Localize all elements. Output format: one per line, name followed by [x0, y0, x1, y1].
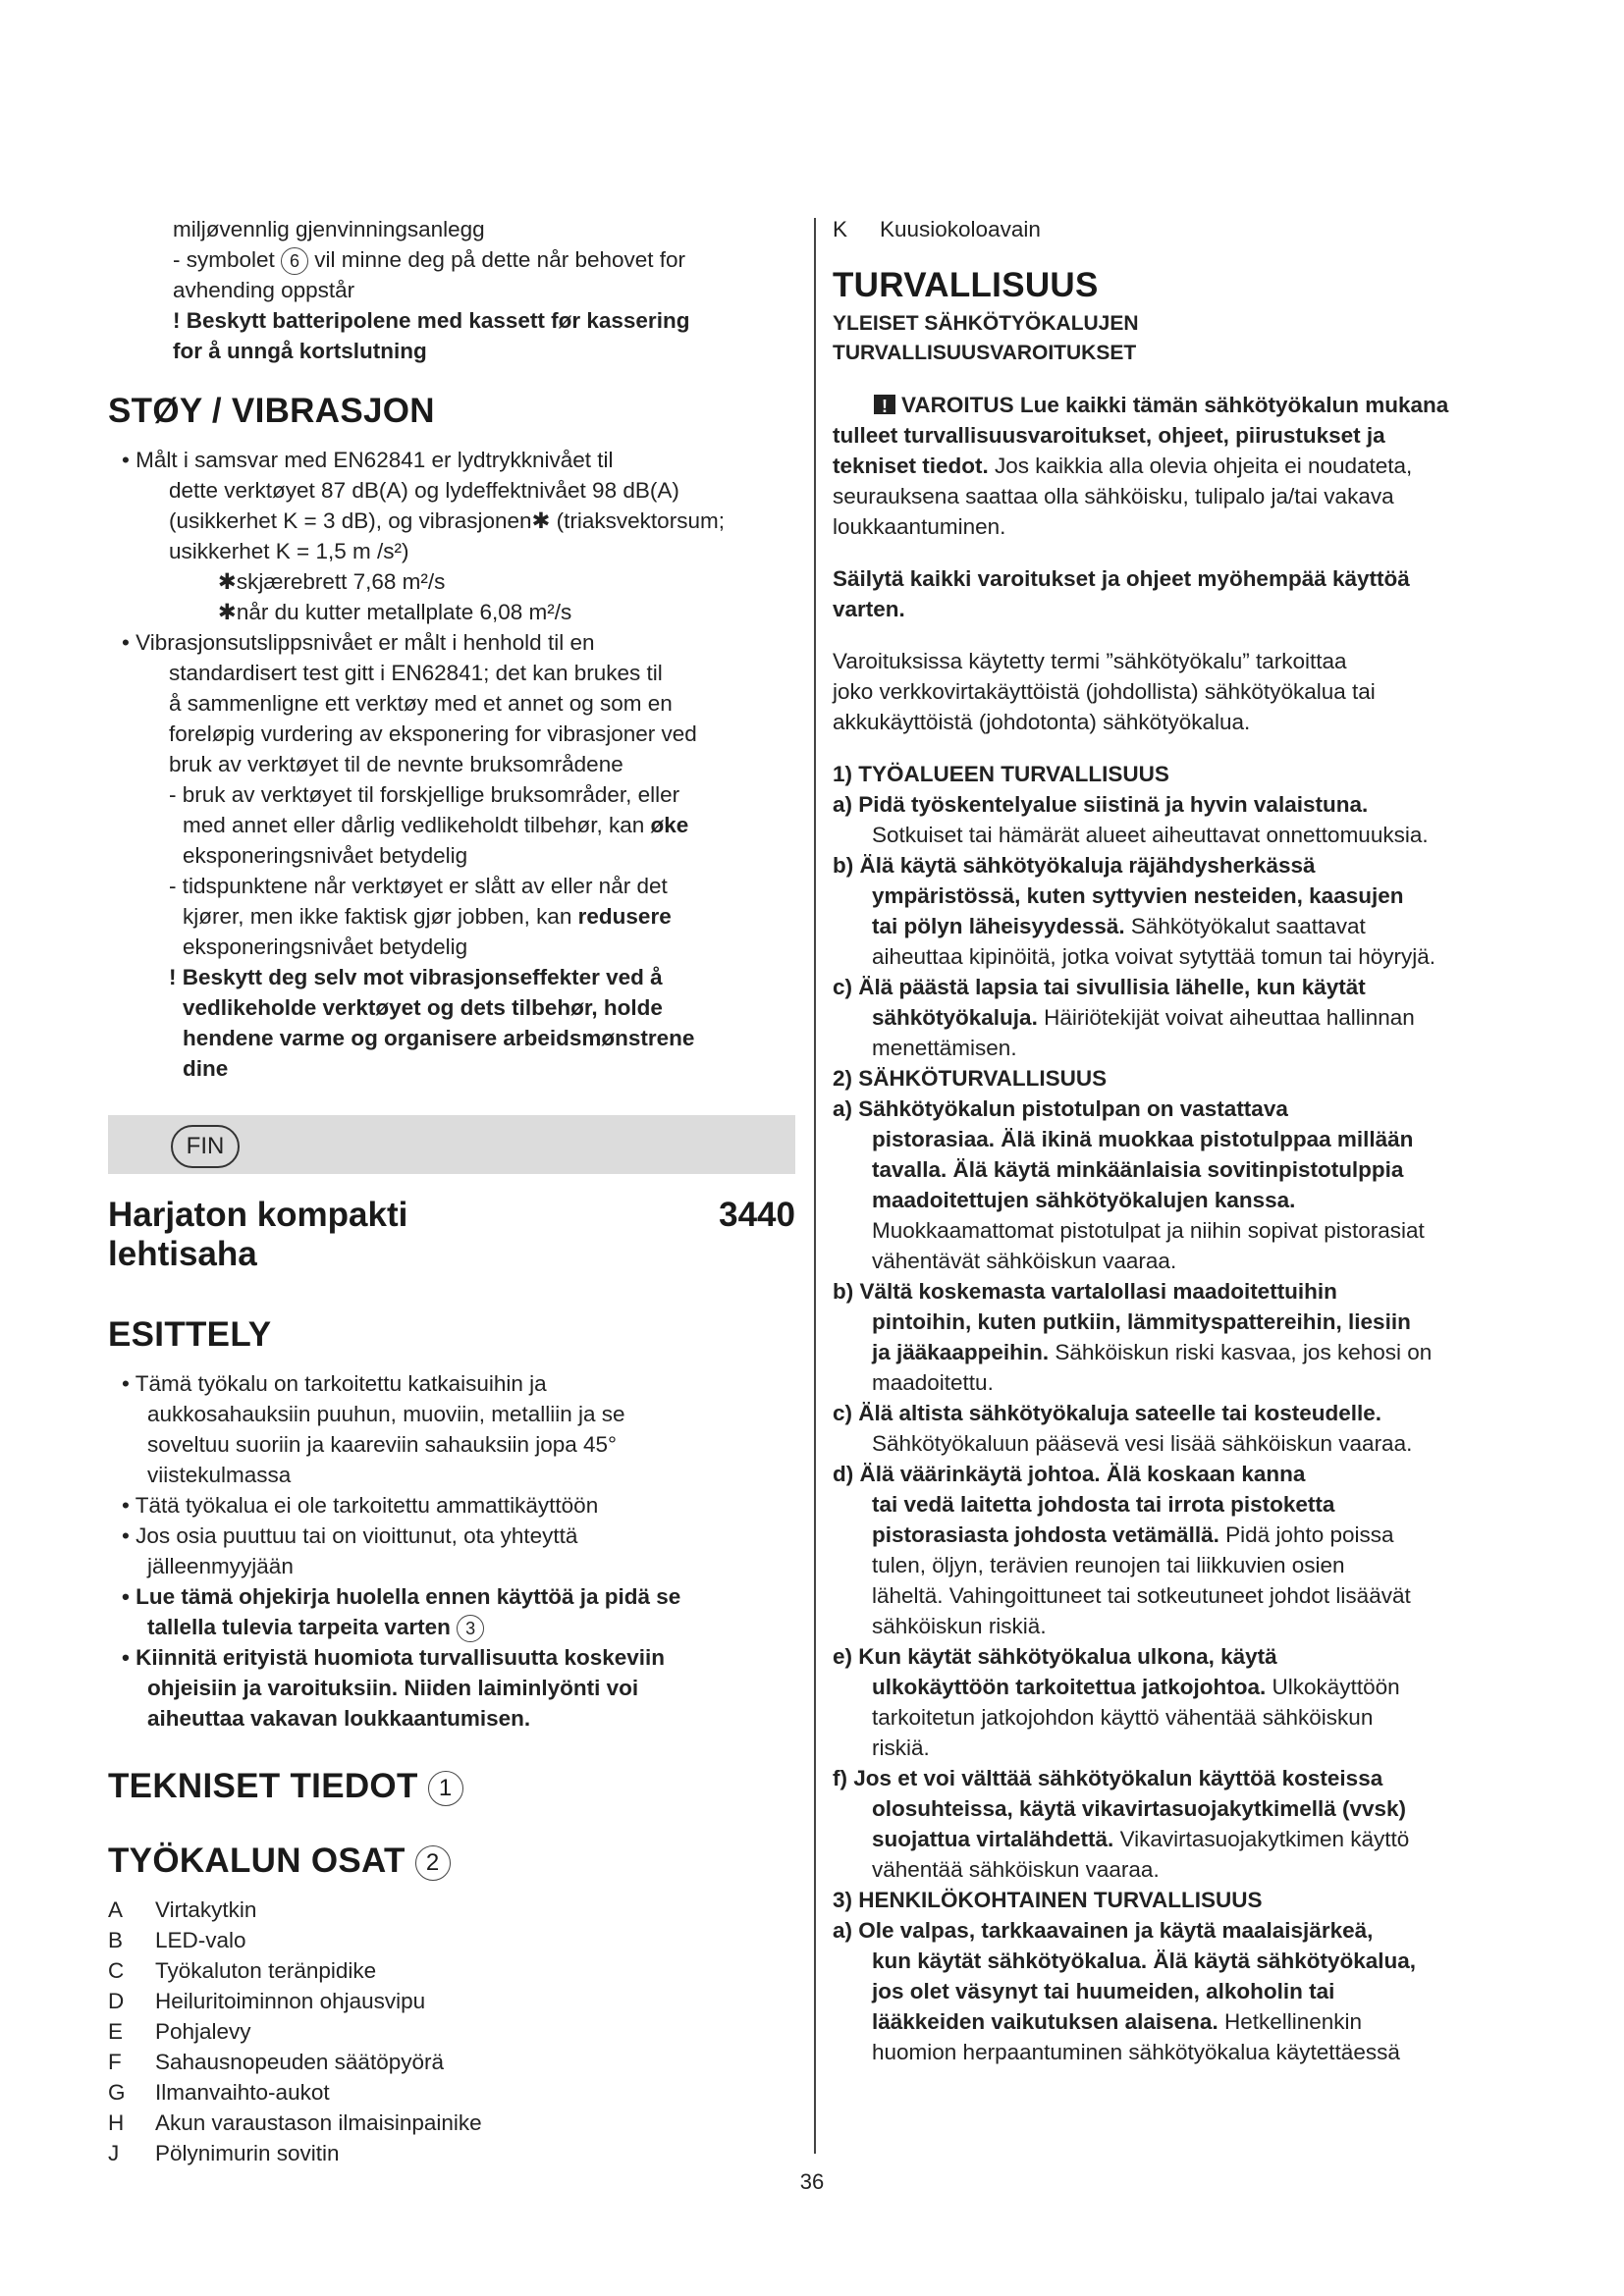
symbol-circle-3: 3: [457, 1615, 484, 1642]
section-title-tech: TEKNISET TIEDOT 1: [108, 1767, 795, 1806]
text-line: Varoituksissa käytetty termi ”sähkötyökalu” tarkoittaa: [833, 649, 1347, 673]
parts-row: K Kuusiokoloavain: [833, 217, 1041, 241]
list-item-text: tavalla. Älä käytä minkäänlaisia sovitinpistotulppia: [872, 1157, 1404, 1182]
parts-row: C Työkaluton teränpidike: [108, 1958, 377, 1984]
list-item-text: maadoitettu.: [872, 1370, 994, 1395]
text-line: ✱skjærebrett 7,68 m²/s: [218, 569, 446, 595]
text-line: å sammenligne ett verktøy med et annet og som en: [169, 691, 673, 717]
list-item-text: aiheuttaa kipinöitä, jotka voivat sytyttää tomun tai höyryjä.: [872, 944, 1436, 969]
list-item: a) Ole valpas, tarkkaavainen ja käytä maalaisjärkeä,: [833, 1918, 1374, 1943]
subtitle-line: YLEISET SÄHKÖTYÖKALUJEN: [833, 312, 1139, 335]
bullet-line: • Jos osia puuttuu tai on vioittunut, ota yhteyttä: [122, 1523, 578, 1549]
bullet-line: • Lue tämä ohjekirja huolella ennen käyttöä ja pidä se: [122, 1584, 681, 1610]
list-item-text: ulkokäyttöön tarkoitettua jatkojohtoa. Ulkokäyttöön: [872, 1675, 1400, 1699]
warning-triangle-icon: [874, 395, 895, 414]
list-item-text: tai pölyn läheisyydessä. Sähkötyökalut saattavat: [872, 914, 1366, 938]
list-item-text: vähentävät sähköiskun vaaraa.: [872, 1249, 1177, 1273]
text-line: jälleenmyyjään: [147, 1554, 294, 1579]
list-item: d) Älä väärinkäytä johtoa. Älä koskaan kanna: [833, 1462, 1306, 1486]
section-title-noise: STØY / VIBRASJON: [108, 392, 435, 431]
product-name-line2: lehtisaha: [108, 1235, 257, 1274]
text-line: eksponeringsnivået betydelig: [183, 843, 468, 869]
text-line: dette verktøyet 87 dB(A) og lydeffektnivået 98 dB(A): [169, 478, 679, 504]
list-item-text: vähentää sähköiskun vaaraa.: [872, 1857, 1160, 1882]
dash-line: - bruk av verktøyet til forskjellige bruksområder, eller: [169, 782, 680, 808]
parts-row: E Pohjalevy: [108, 2019, 251, 2045]
bullet-line: • Kiinnitä erityistä huomiota turvallisuutta koskeviin: [122, 1645, 665, 1671]
list-item-text: menettämisen.: [872, 1036, 1017, 1060]
list-item-text: Muokkaamattomat pistotulpat ja niihin sopivat pistorasiat: [872, 1218, 1425, 1243]
text-line: bruk av verktøyet til de nevnte bruksområdene: [169, 752, 623, 777]
text-line: varten.: [833, 597, 905, 621]
parts-row: J Pölynimurin sovitin: [108, 2141, 340, 2166]
list-item-text: riskiä.: [872, 1735, 930, 1760]
parts-list: [108, 1895, 795, 2168]
warning-line: for å unngå kortslutning: [173, 339, 427, 364]
text-line: Säilytä kaikki varoitukset ja ohjeet myöhempää käyttöä: [833, 566, 1410, 591]
language-badge: FIN: [171, 1125, 240, 1168]
text-line: akkukäyttöistä (johdotonta) sähkötyökalua.: [833, 710, 1251, 734]
list-item-text: lääkkeiden vaikutuksen alaisena. Hetkellinenkin: [872, 2009, 1363, 2034]
parts-row: D Heiluritoiminnon ohjausvipu: [108, 1989, 426, 2014]
list-item: a) Sähkötyökalun pistotulpan on vastattava: [833, 1096, 1288, 1121]
warning-line: hendene varme og organisere arbeidsmønstrene: [183, 1026, 695, 1051]
text-line: aukkosahauksiin puuhun, muoviin, metalliin ja se: [147, 1402, 625, 1427]
dash-line: - tidspunktene når verktøyet er slått av eller når det: [169, 874, 668, 899]
list-item-text: kun käytät sähkötyökalua. Älä käytä sähkötyökalua,: [872, 1949, 1416, 1973]
text-line: (usikkerhet K = 3 dB), og vibrasjonen✱ (triaksvektorsum;: [169, 508, 725, 534]
list-item-text: huomion herpaantuminen sähkötyökalua käytettäessä: [872, 2040, 1400, 2064]
list-item: e) Kun käytät sähkötyökalua ulkona, käytä: [833, 1644, 1277, 1669]
list-item-text: sähkötyökaluja. Häiriötekijät voivat aiheuttaa hallinnan: [872, 1005, 1415, 1030]
warning-line: !VAROITUS Lue kaikki tämän sähkötyökalun mukana: [833, 390, 1540, 420]
product-title: [108, 1196, 795, 1274]
section-title-safety: TURVALLISUUS: [833, 266, 1099, 304]
list-item-text: ympäristössä, kuten syttyvien nesteiden, kaasujen: [872, 883, 1404, 908]
text-line: viistekulmassa: [147, 1463, 292, 1488]
warning-line: dine: [183, 1056, 229, 1082]
text-line: foreløpig vurdering av eksponering for vibrasjoner ved: [169, 721, 697, 747]
text-line: miljøvennlig gjenvinningsanlegg: [173, 217, 485, 241]
list-item-text: pistorasiaa. Älä ikinä muokkaa pistotulppaa millään: [872, 1127, 1414, 1151]
text-line: standardisert test gitt i EN62841; det kan brukes til: [169, 661, 663, 686]
list-item: c) Älä päästä lapsia tai sivullisia lähelle, kun käytät: [833, 975, 1366, 999]
list-heading: 1) TYÖALUEEN TURVALLISUUS: [833, 762, 1169, 786]
list-item-text: pistorasiasta johdosta vetämällä. Pidä johto poissa: [872, 1522, 1394, 1547]
symbol-circle-2: 2: [415, 1845, 451, 1881]
list-item-text: Sotkuiset tai hämärät alueet aiheuttavat onnettomuuksia.: [872, 823, 1429, 847]
column-divider: [814, 218, 816, 2154]
list-heading: 3) HENKILÖKOHTAINEN TURVALLISUUS: [833, 1888, 1263, 1912]
text-line: soveltuu suoriin ja kaareviin sahauksiin jopa 45°: [147, 1432, 618, 1458]
list-item-text: läheltä. Vahingoittuneet tai sotkeutuneet johdot lisäävät: [872, 1583, 1411, 1608]
bullet-line: • Tämä työkalu on tarkoitettu katkaisuihin ja: [122, 1371, 547, 1397]
parts-row: A Virtakytkin: [108, 1897, 257, 1923]
left-column: [108, 214, 795, 2168]
list-item-text: ja jääkaappeihin. Sähköiskun riski kasvaa, jos kehosi on: [872, 1340, 1433, 1364]
bullet-line: • Tätä työkalua ei ole tarkoitettu ammattikäyttöön: [122, 1493, 599, 1519]
list-item-text: tarkoitetun jatkojohdon käyttö vähentää sähköiskun: [872, 1705, 1374, 1730]
product-name-line1: Harjaton kompakti: [108, 1196, 408, 1235]
subtitle-line: TURVALLISUUSVAROITUKSET: [833, 342, 1137, 364]
warning-line: ! Beskytt batteripolene med kassett før kassering: [173, 308, 690, 334]
symbol-circle-6: 6: [281, 247, 308, 275]
list-item-text: sähköiskun riskiä.: [872, 1614, 1047, 1638]
text-line: med annet eller dårlig vedlikeholdt tilbehør, kan øke: [183, 813, 689, 838]
parts-row: B LED-valo: [108, 1928, 246, 1953]
text-line: aiheuttaa vakavan loukkaantumisen.: [147, 1706, 531, 1732]
language-band: [108, 1115, 795, 1174]
warning-line: vedlikeholde verktøyet og dets tilbehør, holde: [183, 995, 663, 1021]
list-item-text: pintoihin, kuten putkiin, lämmityspattereihin, liesiin: [872, 1309, 1411, 1334]
bullet-line: • Vibrasjonsutslippsnivået er målt i henhold til en: [122, 630, 595, 656]
text-line: seurauksena saattaa olla sähköisku, tulipalo ja/tai vakava: [833, 484, 1394, 508]
safety-list: [833, 759, 1540, 2067]
list-item-text: jos olet väsynyt tai huumeiden, alkoholin tai: [872, 1979, 1335, 2003]
list-item: b) Älä käytä sähkötyökaluja räjähdysherkässä: [833, 853, 1316, 878]
warning-line: ! Beskytt deg selv mot vibrasjonseffekter ved å: [169, 965, 663, 990]
parts-row: F Sahausnopeuden säätöpyörä: [108, 2050, 444, 2075]
text-line: ✱når du kutter metallplate 6,08 m²/s: [218, 600, 572, 625]
list-item: f) Jos et voi välttää sähkötyökalun käyttöä kosteissa: [833, 1766, 1383, 1790]
text-line: eksponeringsnivået betydelig: [183, 934, 468, 960]
text-line: loukkaantuminen.: [833, 514, 1006, 539]
text-line: tallella tulevia tarpeita varten 3: [108, 1612, 795, 1642]
text-line: - symbolet 6 vil minne deg på dette når behovet for: [108, 244, 795, 275]
list-item-text: maadoitettujen sähkötyökalujen kanssa.: [872, 1188, 1296, 1212]
list-item-text: Sähkötyökaluun pääsevä vesi lisää sähköiskun vaaraa.: [872, 1431, 1413, 1456]
product-model: 3440: [719, 1196, 795, 1235]
text-line: tekniset tiedot. Jos kaikkia alla olevia ohjeita ei noudateta,: [833, 454, 1413, 478]
warning-line: tulleet turvallisuusvaroitukset, ohjeet, piirustukset ja: [833, 423, 1385, 448]
section-title-intro: ESITTELY: [108, 1315, 272, 1355]
list-item: b) Vältä koskemasta vartalollasi maadoitettuihin: [833, 1279, 1337, 1304]
list-item-text: suojattua virtalähdettä. Vikavirtasuojakytkimen käyttö: [872, 1827, 1410, 1851]
list-item-text: tai vedä laitetta johdosta tai irrota pistoketta: [872, 1492, 1335, 1517]
parts-list-continued: [833, 214, 1540, 244]
text-line: ohjeisiin ja varoituksiin. Niiden laiminlyönti voi: [147, 1676, 639, 1701]
list-item-text: tulen, öljyn, terävien reunojen tai liikkuvien osien: [872, 1553, 1345, 1577]
right-column: [833, 214, 1540, 2067]
list-item: c) Älä altista sähkötyökaluja sateelle tai kosteudelle.: [833, 1401, 1381, 1425]
text-line: joko verkkovirtakäyttöistä (johdollista) sähkötyökalua tai: [833, 679, 1376, 704]
symbol-circle-1: 1: [428, 1771, 463, 1806]
list-heading: 2) SÄHKÖTURVALLISUUS: [833, 1066, 1108, 1091]
section-title-parts: TYÖKALUN OSAT 2: [108, 1842, 795, 1881]
list-item: a) Pidä työskentelyalue siistinä ja hyvin valaistuna.: [833, 792, 1369, 817]
text-line: usikkerhet K = 1,5 m /s²): [169, 539, 409, 564]
list-item-text: olosuhteissa, käytä vikavirtasuojakytkimellä (vvsk): [872, 1796, 1407, 1821]
text-line: avhending oppstår: [173, 278, 355, 303]
parts-row: G Ilmanvaihto-aukot: [108, 2080, 330, 2106]
parts-row: H Akun varaustason ilmaisinpainike: [108, 2110, 482, 2136]
text-line: kjører, men ikke faktisk gjør jobben, kan redusere: [183, 904, 672, 930]
page-number: 36: [799, 2169, 825, 2194]
bullet-line: • Målt i samsvar med EN62841 er lydtrykknivået til: [122, 448, 614, 473]
